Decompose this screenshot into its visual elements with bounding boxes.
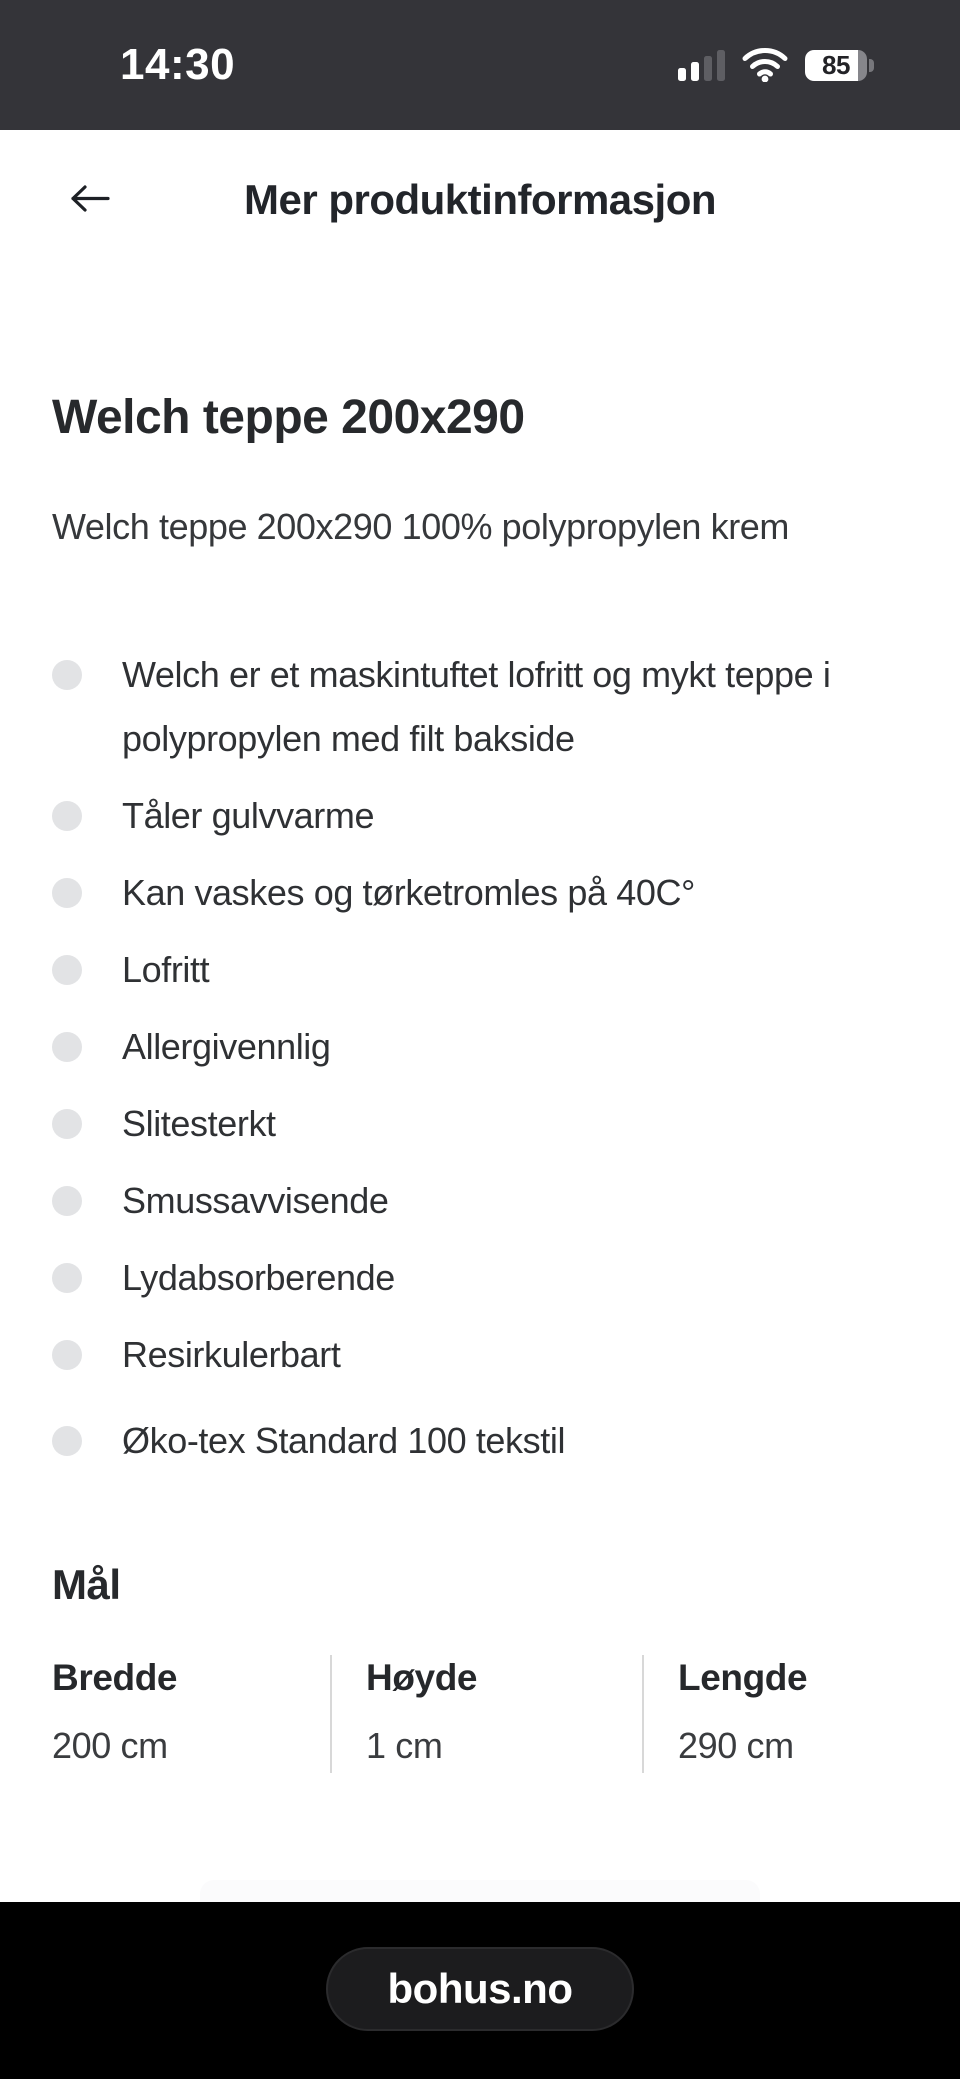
list-item [52,1169,908,1233]
page-title: Mer produktinformasjon [243,176,717,223]
bullet-icon [52,955,82,985]
dimensions-table [52,1655,908,1773]
bullet-icon [52,878,82,908]
feature-text: Resirkulerbart [122,1334,341,1376]
back-arrow-icon [66,180,112,221]
bullet-icon [52,1186,82,1216]
dimensions-heading: Mål [52,1561,121,1609]
browser-bottom-bar [0,1902,960,2079]
bullet-icon [52,801,82,831]
battery-icon [805,50,874,81]
list-item [52,938,908,1002]
feature-text: Lofritt [122,949,210,991]
app-header [0,130,960,270]
back-button[interactable] [60,174,118,227]
product-info-content [0,390,960,1773]
dimension-label: Lengde [678,1657,808,1699]
feature-text: Allergivennlig [122,1026,331,1068]
bullet-icon [52,660,82,690]
url-bar[interactable]: bohus.no [326,1947,634,2031]
bullet-icon [52,1109,82,1139]
bullet-icon [52,1426,82,1456]
list-item [52,1015,908,1079]
feature-text: Smussavvisende [122,1180,389,1222]
feature-text: Welch er et maskintuftet lofritt og mykt teppe i polypropylen med filt bakside [122,654,831,760]
list-item [52,1092,908,1156]
feature-list [52,643,908,1387]
bullet-icon [52,1032,82,1062]
feature-text: Tåler gulvvarme [122,795,375,837]
feature-text: Kan vaskes og tørketromles på 40C° [122,872,696,914]
dimension-label: Høyde [366,1657,478,1699]
product-title: Welch teppe 200x290 [52,391,525,444]
dimension-value: 290 cm [678,1725,794,1767]
feature-text: Slitesterkt [122,1103,276,1145]
dimension-value: 200 cm [52,1725,168,1767]
list-item [52,1323,908,1387]
dimension-value: 1 cm [366,1725,443,1767]
status-time: 14:30 [120,40,236,89]
battery-cap [869,59,874,72]
cellular-signal-icon [678,49,725,81]
battery-percent: 85 [822,49,850,80]
list-item [52,1246,908,1310]
product-description: Welch teppe 200x290 100% polypropylen krem [52,506,790,548]
dimension-col-bredde [52,1655,330,1773]
list-item [52,643,908,771]
bullet-icon [52,1340,82,1370]
bullet-icon [52,1263,82,1293]
status-icons [678,48,874,82]
status-bar [0,0,960,130]
certification-item [52,1409,908,1473]
bottom-bar-sheet-edge [200,1880,760,1902]
feature-text: Lydabsorberende [122,1257,395,1299]
list-item [52,784,908,848]
dimension-label: Bredde [52,1657,178,1699]
list-item [52,861,908,925]
dimension-col-hoyde [330,1655,642,1773]
dimension-col-lengde [642,1655,908,1773]
wifi-icon [742,48,788,82]
certification-text: Øko-tex Standard 100 tekstil [122,1420,566,1462]
